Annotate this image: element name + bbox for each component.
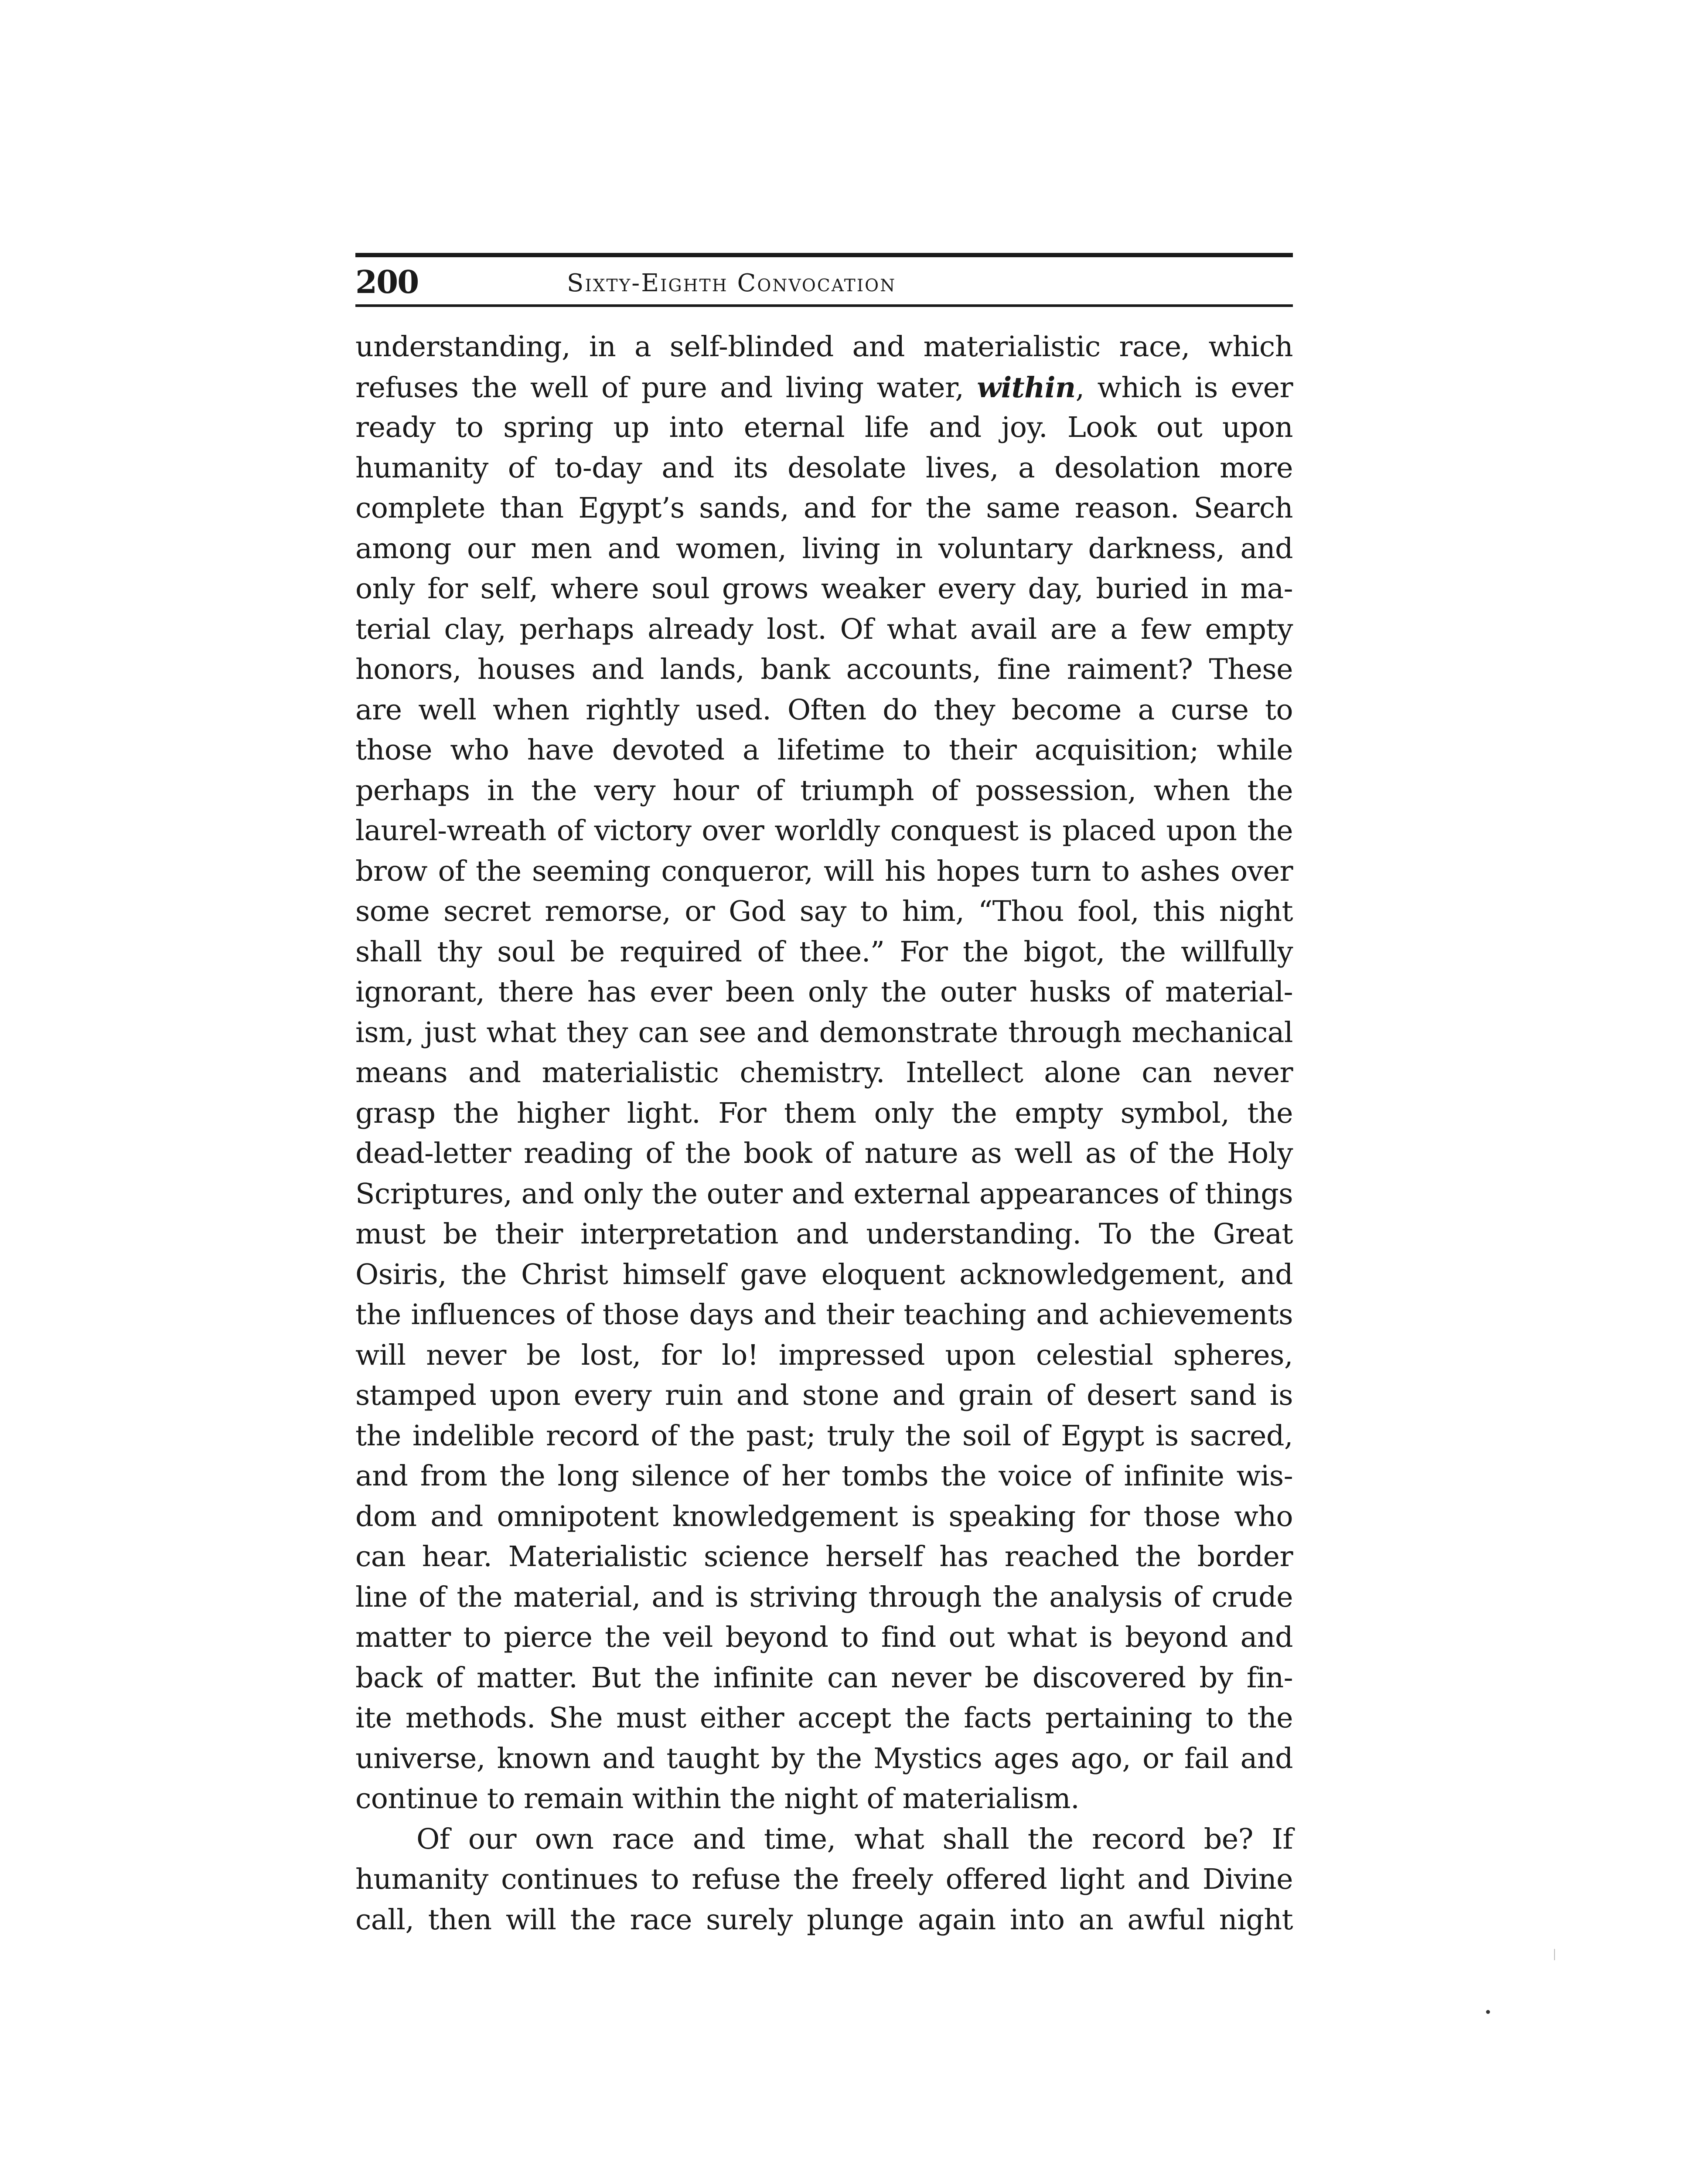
text-line: ready to spring up into eternal life and joy. Look out upon: [355, 411, 1293, 444]
text-line: line of the material, and is striving through the analysis of crude: [355, 1580, 1293, 1614]
text-line: among our men and women, living in voluntary darkness, and: [355, 532, 1293, 565]
text-line: and from the long silence of her tombs the voice of infinite wis-: [355, 1460, 1293, 1492]
header-top-rule: [355, 253, 1293, 257]
text-line: dead-letter reading of the book of nature as well as of the Holy: [355, 1137, 1293, 1170]
text-line: honors, houses and lands, bank accounts, fine raiment? These: [355, 653, 1293, 686]
running-title: Sixty-Eighth Convocation: [567, 269, 897, 297]
text-line: the indelible record of the past; truly the soil of Egypt is sacred,: [355, 1419, 1293, 1452]
text-line: [355, 368, 1293, 408]
text-line: grasp the higher light. For them only the empty symbol, the: [355, 1097, 1293, 1130]
text-line: call, then will the race surely plunge again into an awful night: [355, 1903, 1293, 1936]
text-line: universe, known and taught by the Mystics ages ago, or fail and: [355, 1742, 1293, 1775]
text-line: terial clay, perhaps already lost. Of what avail are a few empty: [355, 613, 1293, 646]
text-line: can hear. Materialistic science herself has reached the border: [355, 1540, 1293, 1573]
text-segment: refuses the well of pure and living water,: [355, 371, 977, 404]
text-line: the influences of those days and their teaching and achievements: [355, 1298, 1293, 1331]
scan-speck: [1554, 1949, 1555, 1960]
page-header: [355, 253, 1293, 310]
text-line: dom and omnipotent knowledgement is speaking for those who: [355, 1500, 1293, 1533]
text-line: are well when rightly used. Often do they become a curse to: [355, 693, 1293, 726]
text-line: those who have devoted a lifetime to their acquisition; while: [355, 734, 1293, 766]
text-line: humanity of to-day and its desolate lives, a desolation more: [355, 451, 1293, 484]
text-line-paragraph-start: Of our own race and time, what shall the record be? If: [416, 1822, 1293, 1856]
text-line-paragraph-end: continue to remain within the night of materialism.: [355, 1782, 1080, 1815]
emphasis-within: within: [977, 371, 1076, 404]
text-line: Scriptures, and only the outer and external appearances of things: [355, 1177, 1293, 1210]
text-line: means and materialistic chemistry. Intellect alone can never: [355, 1056, 1293, 1089]
text-line: must be their interpretation and understanding. To the Great: [355, 1218, 1293, 1250]
text-line: shall thy soul be required of thee.” For the bigot, the willfully: [355, 935, 1293, 968]
text-line: only for self, where soul grows weaker every day, buried in ma-: [355, 572, 1293, 605]
text-line: laurel-wreath of victory over worldly conquest is placed upon the: [355, 814, 1293, 847]
text-line: ism, just what they can see and demonstrate through mechanical: [355, 1016, 1293, 1049]
text-line: ite methods. She must either accept the facts pertaining to the: [355, 1702, 1293, 1734]
text-line: understanding, in a self-blinded and materialistic race, which: [355, 330, 1293, 363]
text-line: stamped upon every ruin and stone and grain of desert sand is: [355, 1379, 1293, 1412]
text-line: back of matter. But the infinite can never be discovered by fin-: [355, 1661, 1293, 1694]
text-line: some secret remorse, or God say to him, “Thou fool, this night: [355, 895, 1293, 928]
text-line: perhaps in the very hour of triumph of possession, when the: [355, 774, 1293, 807]
header-bottom-rule: [355, 304, 1293, 307]
body-text: [355, 327, 1293, 1940]
scan-speck: [1486, 2010, 1490, 2014]
text-line: will never be lost, for lo! impressed upon celestial spheres,: [355, 1339, 1293, 1372]
text-line: humanity continues to refuse the freely offered light and Divine: [355, 1863, 1293, 1896]
text-line: matter to pierce the veil beyond to find out what is beyond and: [355, 1621, 1293, 1654]
text-line: complete than Egypt’s sands, and for the same reason. Search: [355, 492, 1293, 525]
text-line: ignorant, there has ever been only the outer husks of material-: [355, 976, 1293, 1008]
page-number: 200: [355, 263, 419, 300]
text-line: Osiris, the Christ himself gave eloquent acknowledgement, and: [355, 1258, 1293, 1291]
text-line: brow of the seeming conqueror, will his hopes turn to ashes over: [355, 855, 1293, 888]
text-segment: , which is ever: [1075, 371, 1293, 404]
